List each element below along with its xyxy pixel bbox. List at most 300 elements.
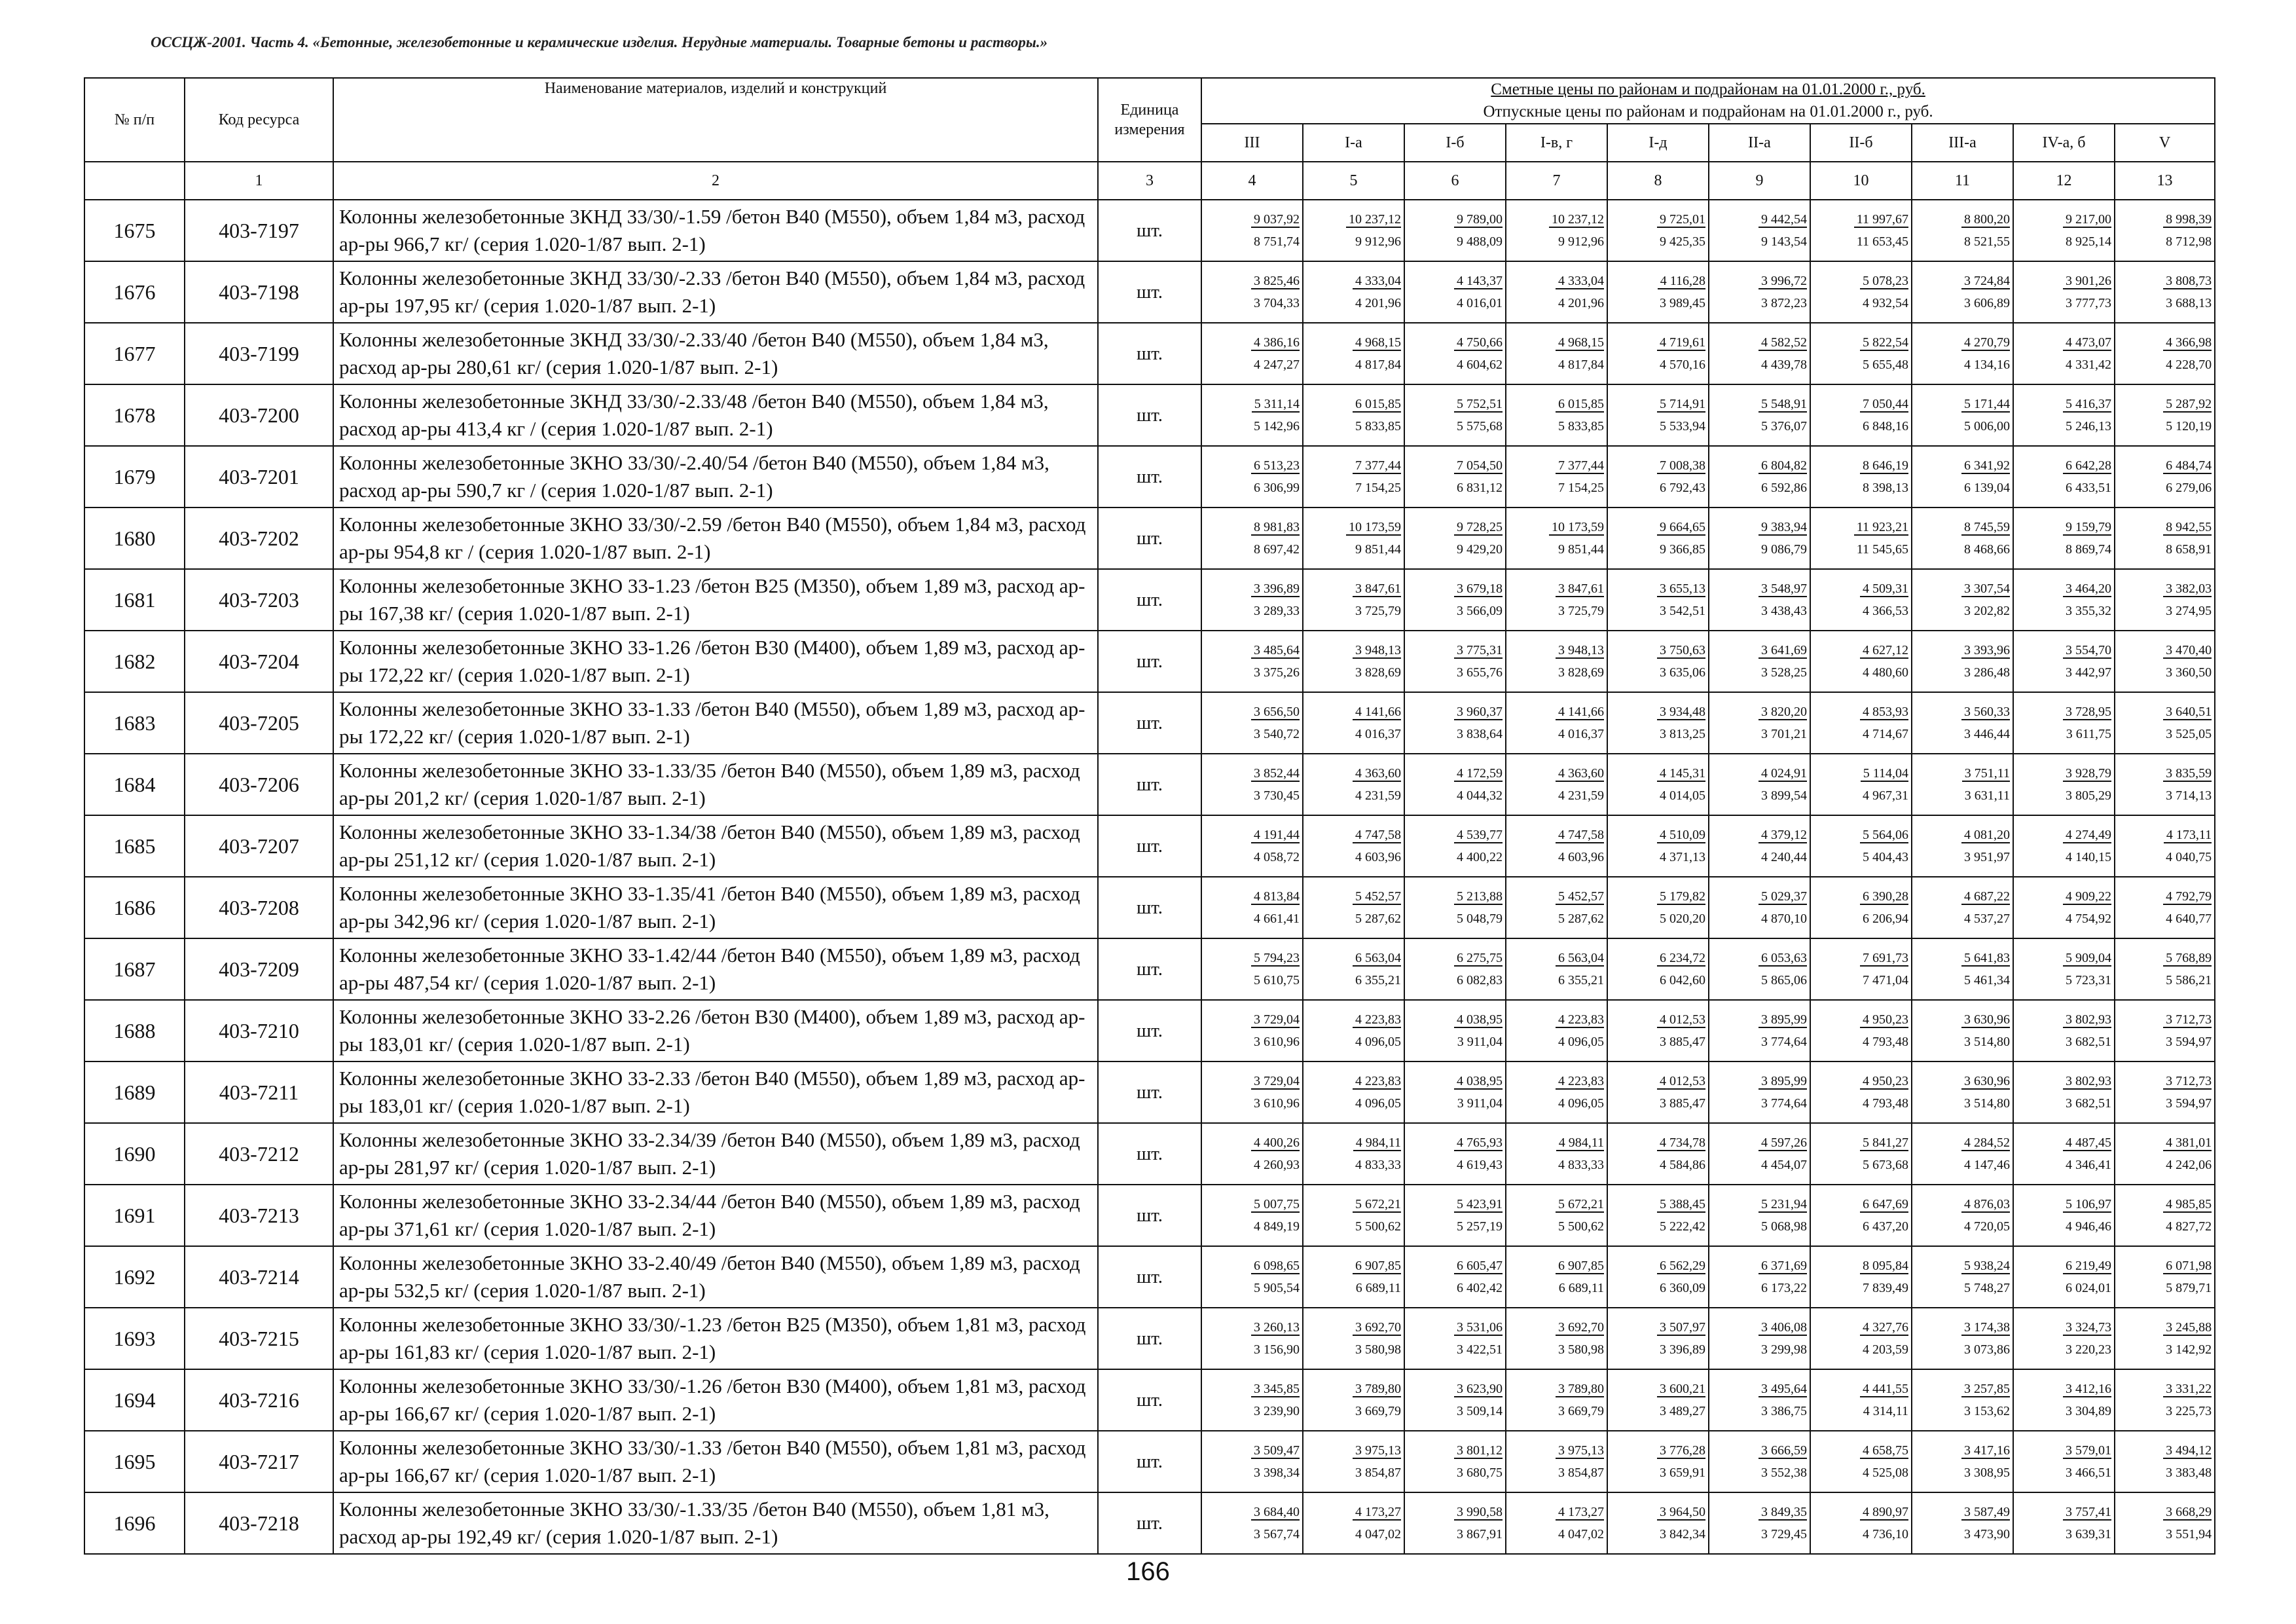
table-row xyxy=(84,261,2215,323)
unit-of-measure: шт. xyxy=(1098,877,1201,938)
estimated-price: 5 768,89 xyxy=(2163,951,2212,967)
estimated-price: 3 245,88 xyxy=(2163,1320,2212,1336)
resource-code: 403-7218 xyxy=(185,1492,333,1554)
price-cell xyxy=(2115,815,2215,877)
price-cell xyxy=(1912,384,2013,446)
price-cell xyxy=(1709,569,1810,631)
price-cell xyxy=(2115,569,2215,631)
release-price: 3 375,26 xyxy=(1254,665,1300,680)
release-price: 3 514,80 xyxy=(1964,1035,2010,1049)
release-price: 3 220,23 xyxy=(2066,1342,2111,1357)
release-price: 6 206,94 xyxy=(1863,912,1908,926)
estimated-price: 3 393,96 xyxy=(1961,643,2010,659)
price-cell xyxy=(1810,446,1912,507)
estimated-price: 3 757,41 xyxy=(2063,1505,2111,1521)
release-price: 8 468,66 xyxy=(1964,542,2010,557)
estimated-price: 3 835,59 xyxy=(2163,766,2212,782)
release-price: 3 398,34 xyxy=(1254,1466,1300,1480)
unit-of-measure: шт. xyxy=(1098,1246,1201,1308)
price-cell xyxy=(2013,1061,2115,1123)
price-cell xyxy=(1303,815,1404,877)
price-cell xyxy=(2115,507,2215,569)
estimated-price: 9 037,92 xyxy=(1251,212,1300,228)
estimated-price: 5 213,88 xyxy=(1454,889,1503,905)
estimated-price: 3 494,12 xyxy=(2163,1443,2212,1459)
estimated-price: 6 642,28 xyxy=(2063,458,2111,474)
estimated-price: 5 179,82 xyxy=(1657,889,1705,905)
estimated-price: 10 173,59 xyxy=(1549,520,1604,536)
price-cell xyxy=(2115,1246,2215,1308)
release-price: 3 610,96 xyxy=(1254,1035,1300,1049)
table-row xyxy=(84,1492,2215,1554)
estimated-price: 5 938,24 xyxy=(1961,1259,2010,1274)
price-cell xyxy=(1912,877,2013,938)
release-price: 4 640,77 xyxy=(2166,912,2212,926)
table-row xyxy=(84,323,2215,384)
resource-code: 403-7199 xyxy=(185,323,333,384)
table-row xyxy=(84,1061,2215,1123)
price-cell xyxy=(1709,692,1810,754)
price-cell xyxy=(1303,754,1404,815)
estimated-price: 4 038,95 xyxy=(1454,1074,1503,1090)
price-cell xyxy=(1912,1000,2013,1061)
item-name: Колонны железобетонные 3КНО 33-2.33 /бетон В40 (М550), объем 1,89 м3, расход ар-ры 183,01 кг/ (серия 1.020-1/87 вып. 2-1) xyxy=(333,1061,1098,1123)
item-name: Колонны железобетонные 3КНО 33-1.34/38 /бетон В40 (М550), объем 1,89 м3, расход ар-ры 251,12 кг/ (серия 1.020-1/87 вып. 2-1) xyxy=(333,815,1098,877)
release-price: 4 016,37 xyxy=(1355,727,1401,741)
estimated-price: 6 015,85 xyxy=(1556,397,1604,413)
estimated-price: 3 802,93 xyxy=(2063,1012,2111,1028)
estimated-price: 6 275,75 xyxy=(1454,951,1503,967)
release-price: 9 912,96 xyxy=(1558,234,1604,249)
price-cell xyxy=(1303,938,1404,1000)
estimated-price: 7 377,44 xyxy=(1556,458,1604,474)
price-cell xyxy=(2115,1308,2215,1369)
price-cell xyxy=(1709,200,1810,261)
price-cell xyxy=(2013,1000,2115,1061)
unit-of-measure: шт. xyxy=(1098,754,1201,815)
release-price: 4 016,01 xyxy=(1457,296,1503,310)
estimated-price: 3 548,97 xyxy=(1758,581,1807,597)
release-price: 5 905,54 xyxy=(1254,1281,1300,1295)
release-price: 4 480,60 xyxy=(1863,665,1908,680)
estimated-price: 5 388,45 xyxy=(1657,1197,1705,1213)
resource-code: 403-7213 xyxy=(185,1185,333,1246)
unit-of-measure: шт. xyxy=(1098,569,1201,631)
release-price: 3 669,79 xyxy=(1558,1404,1604,1418)
price-cell xyxy=(1607,569,1709,631)
unit-of-measure: шт. xyxy=(1098,938,1201,1000)
price-cell xyxy=(1506,1492,1607,1554)
resource-code: 403-7201 xyxy=(185,446,333,507)
price-cell xyxy=(1506,1000,1607,1061)
estimated-price: 3 934,48 xyxy=(1657,705,1705,720)
price-cell xyxy=(1201,631,1303,692)
price-cell xyxy=(1810,200,1912,261)
release-price: 3 355,32 xyxy=(2066,604,2111,618)
item-name: Колонны железобетонные 3КНО 33/30/-1.33 /бетон В40 (М550), объем 1,81 м3, расход ар-ры 166,67 кг/ (серия 1.020-1/87 вып. 2-1) xyxy=(333,1431,1098,1492)
price-cell xyxy=(1303,261,1404,323)
release-price: 6 792,43 xyxy=(1660,481,1705,495)
estimated-price: 6 219,49 xyxy=(2063,1259,2111,1274)
price-cell xyxy=(1404,692,1506,754)
release-price: 4 817,84 xyxy=(1558,358,1604,372)
estimated-price: 4 985,85 xyxy=(2163,1197,2212,1213)
estimated-price: 3 630,96 xyxy=(1961,1012,2010,1028)
release-price: 4 231,59 xyxy=(1355,788,1401,803)
price-cell xyxy=(2013,569,2115,631)
price-cell xyxy=(1912,1369,2013,1431)
row-number: 1688 xyxy=(84,1000,185,1061)
estimated-price: 6 563,04 xyxy=(1556,951,1604,967)
unit-of-measure: шт. xyxy=(1098,1185,1201,1246)
release-price: 5 287,62 xyxy=(1558,912,1604,926)
row-number: 1684 xyxy=(84,754,185,815)
release-price: 4 096,05 xyxy=(1355,1096,1401,1111)
price-cell xyxy=(1912,200,2013,261)
price-cell xyxy=(2013,446,2115,507)
price-cell xyxy=(1404,200,1506,261)
release-price: 5 879,71 xyxy=(2166,1281,2212,1295)
release-price: 3 635,06 xyxy=(1660,665,1705,680)
price-cell xyxy=(1303,877,1404,938)
unit-of-measure: шт. xyxy=(1098,200,1201,261)
release-price: 4 040,75 xyxy=(2166,850,2212,864)
release-price: 9 086,79 xyxy=(1761,542,1807,557)
table-row xyxy=(84,1246,2215,1308)
price-cell xyxy=(1303,569,1404,631)
release-price: 3 422,51 xyxy=(1457,1342,1503,1357)
price-cell xyxy=(2013,1185,2115,1246)
release-price: 11 653,45 xyxy=(1856,234,1908,249)
price-cell xyxy=(1506,1061,1607,1123)
estimated-price: 9 789,00 xyxy=(1454,212,1503,228)
release-price: 4 537,27 xyxy=(1964,912,2010,926)
estimated-price: 3 964,50 xyxy=(1657,1505,1705,1521)
price-cell xyxy=(1810,877,1912,938)
estimated-price: 4 284,52 xyxy=(1961,1135,2010,1151)
release-price: 6 024,01 xyxy=(2066,1281,2111,1295)
row-number: 1696 xyxy=(84,1492,185,1554)
release-price: 5 655,48 xyxy=(1863,358,1908,372)
price-cell xyxy=(2115,384,2215,446)
header-price-group xyxy=(1201,78,2215,124)
price-cell xyxy=(1303,1431,1404,1492)
table-row xyxy=(84,692,2215,754)
estimated-price: 3 666,59 xyxy=(1758,1443,1807,1459)
release-price: 3 828,69 xyxy=(1558,665,1604,680)
price-cell xyxy=(1912,1123,2013,1185)
row-number: 1679 xyxy=(84,446,185,507)
price-cell xyxy=(1506,754,1607,815)
release-price: 9 488,09 xyxy=(1457,234,1503,249)
price-cell xyxy=(1506,631,1607,692)
estimated-price: 4 950,23 xyxy=(1860,1012,1908,1028)
release-price: 4 833,33 xyxy=(1355,1158,1401,1172)
unit-of-measure: шт. xyxy=(1098,692,1201,754)
release-price: 3 360,50 xyxy=(2166,665,2212,680)
release-price: 3 842,34 xyxy=(1660,1527,1705,1541)
estimated-price: 3 396,89 xyxy=(1251,581,1300,597)
column-number: 1 xyxy=(185,162,333,200)
estimated-price: 4 909,22 xyxy=(2063,889,2111,905)
estimated-price: 6 563,04 xyxy=(1353,951,1401,967)
release-price: 3 682,51 xyxy=(2066,1035,2111,1049)
release-price: 3 239,90 xyxy=(1254,1404,1300,1418)
release-price: 4 016,37 xyxy=(1558,727,1604,741)
price-cell xyxy=(1303,1308,1404,1369)
price-cell xyxy=(1709,1185,1810,1246)
estimated-price: 4 747,58 xyxy=(1353,828,1401,843)
row-number: 1680 xyxy=(84,507,185,569)
estimated-price: 3 789,80 xyxy=(1556,1382,1604,1397)
price-cell xyxy=(1810,1246,1912,1308)
price-cell xyxy=(1404,938,1506,1000)
price-cell xyxy=(1709,1492,1810,1554)
resource-code: 403-7205 xyxy=(185,692,333,754)
price-cell xyxy=(1404,1000,1506,1061)
price-cell xyxy=(2013,938,2115,1000)
release-price: 3 489,27 xyxy=(1660,1404,1705,1418)
price-cell xyxy=(1506,815,1607,877)
release-price: 5 500,62 xyxy=(1558,1219,1604,1234)
price-cell xyxy=(2115,877,2215,938)
item-name: Колонны железобетонные 3КНО 33-2.26 /бетон В30 (М400), объем 1,89 м3, расход ар-ры 183,01 кг/ (серия 1.020-1/87 вып. 2-1) xyxy=(333,1000,1098,1061)
release-price: 4 736,10 xyxy=(1863,1527,1908,1541)
release-price: 3 073,86 xyxy=(1964,1342,2010,1357)
release-price: 4 014,05 xyxy=(1660,788,1705,803)
release-price: 3 225,73 xyxy=(2166,1404,2212,1418)
release-price: 3 552,38 xyxy=(1761,1466,1807,1480)
table-row xyxy=(84,446,2215,507)
price-cell xyxy=(1506,1246,1607,1308)
unit-of-measure: шт. xyxy=(1098,631,1201,692)
release-price: 4 793,48 xyxy=(1863,1096,1908,1111)
release-price: 3 655,76 xyxy=(1457,665,1503,680)
price-cell xyxy=(1303,1185,1404,1246)
release-price: 3 274,95 xyxy=(2166,604,2212,618)
row-number: 1676 xyxy=(84,261,185,323)
estimated-price: 6 390,28 xyxy=(1860,889,1908,905)
estimated-price: 3 656,50 xyxy=(1251,705,1300,720)
price-cell xyxy=(1607,631,1709,692)
estimated-price: 3 724,84 xyxy=(1961,274,2010,289)
estimated-price: 3 728,95 xyxy=(2063,705,2111,720)
release-price: 4 096,05 xyxy=(1355,1035,1401,1049)
item-name: Колонны железобетонные 3КНО 33-2.34/44 /бетон В40 (М550), объем 1,89 м3, расход ар-ры 371,61 кг/ (серия 1.020-1/87 вып. 2-1) xyxy=(333,1185,1098,1246)
resource-code: 403-7208 xyxy=(185,877,333,938)
release-price: 3 386,75 xyxy=(1761,1404,1807,1418)
estimated-price: 5 452,57 xyxy=(1353,889,1401,905)
price-cell xyxy=(1709,1431,1810,1492)
estimated-price: 6 907,85 xyxy=(1353,1259,1401,1274)
price-cell xyxy=(1607,507,1709,569)
estimated-price: 4 081,20 xyxy=(1961,828,2010,843)
release-price: 3 989,45 xyxy=(1660,296,1705,310)
release-price: 4 525,08 xyxy=(1863,1466,1908,1480)
price-cell xyxy=(1709,1369,1810,1431)
price-cell xyxy=(1709,815,1810,877)
price-cell xyxy=(1810,1431,1912,1492)
resource-code: 403-7203 xyxy=(185,569,333,631)
resource-code: 403-7215 xyxy=(185,1308,333,1369)
release-price: 4 661,41 xyxy=(1254,912,1300,926)
release-price: 3 567,74 xyxy=(1254,1527,1300,1541)
price-cell xyxy=(1810,323,1912,384)
price-cell xyxy=(1607,938,1709,1000)
price-cell xyxy=(1506,200,1607,261)
estimated-price: 4 890,97 xyxy=(1860,1505,1908,1521)
price-cell xyxy=(1912,507,2013,569)
column-number-blank xyxy=(84,162,185,200)
price-cell xyxy=(1709,631,1810,692)
estimated-price: 3 849,35 xyxy=(1758,1505,1807,1521)
header-region: I-б xyxy=(1404,124,1506,162)
row-number: 1694 xyxy=(84,1369,185,1431)
release-price: 4 946,46 xyxy=(2066,1219,2111,1234)
price-cell xyxy=(1201,1308,1303,1369)
column-number: 10 xyxy=(1810,162,1912,200)
row-number: 1685 xyxy=(84,815,185,877)
estimated-price: 5 641,83 xyxy=(1961,951,2010,967)
release-price: 3 610,96 xyxy=(1254,1096,1300,1111)
estimated-price: 5 672,21 xyxy=(1556,1197,1604,1213)
table-row xyxy=(84,1000,2215,1061)
release-price: 4 134,16 xyxy=(1964,358,2010,372)
price-cell xyxy=(1506,446,1607,507)
price-cell xyxy=(2115,1000,2215,1061)
price-cell xyxy=(1201,1000,1303,1061)
price-cell xyxy=(1404,261,1506,323)
release-price: 5 575,68 xyxy=(1457,419,1503,434)
release-price: 4 346,41 xyxy=(2066,1158,2111,1172)
price-cell xyxy=(1709,1308,1810,1369)
release-price: 4 240,44 xyxy=(1761,850,1807,864)
price-cell xyxy=(1810,1000,1912,1061)
header-region: I-в, г xyxy=(1506,124,1607,162)
price-cell xyxy=(1404,877,1506,938)
estimated-price: 4 509,31 xyxy=(1860,581,1908,597)
release-price: 5 833,85 xyxy=(1355,419,1401,434)
release-price: 3 725,79 xyxy=(1558,604,1604,618)
table-row xyxy=(84,1123,2215,1185)
estimated-price: 8 942,55 xyxy=(2163,520,2212,536)
estimated-price: 4 853,93 xyxy=(1860,705,1908,720)
estimated-price: 3 960,37 xyxy=(1454,705,1503,720)
page-number: 166 xyxy=(1126,1557,1170,1586)
release-price: 3 473,90 xyxy=(1964,1527,2010,1541)
estimated-price: 3 692,70 xyxy=(1556,1320,1604,1336)
estimated-price: 6 015,85 xyxy=(1353,397,1401,413)
price-cell xyxy=(1810,754,1912,815)
release-price: 6 592,86 xyxy=(1761,481,1807,495)
unit-of-measure: шт. xyxy=(1098,261,1201,323)
estimated-price: 10 173,59 xyxy=(1346,520,1401,536)
table-row xyxy=(84,569,2215,631)
estimated-price: 4 750,66 xyxy=(1454,335,1503,351)
release-price: 4 932,54 xyxy=(1863,296,1908,310)
estimated-price: 5 672,21 xyxy=(1353,1197,1401,1213)
release-price: 4 584,86 xyxy=(1660,1158,1705,1172)
price-cell xyxy=(1810,261,1912,323)
price-cell xyxy=(1810,938,1912,1000)
resource-code: 403-7212 xyxy=(185,1123,333,1185)
price-cell xyxy=(1201,1369,1303,1431)
release-price: 4 096,05 xyxy=(1558,1035,1604,1049)
estimated-price: 3 630,96 xyxy=(1961,1074,2010,1090)
resource-code: 403-7210 xyxy=(185,1000,333,1061)
row-number: 1690 xyxy=(84,1123,185,1185)
estimated-price: 3 751,11 xyxy=(1962,766,2010,782)
resource-code: 403-7211 xyxy=(185,1061,333,1123)
price-cell xyxy=(1709,1061,1810,1123)
release-price: 6 355,21 xyxy=(1355,973,1401,987)
estimated-price: 3 382,03 xyxy=(2163,581,2212,597)
estimated-price: 3 712,73 xyxy=(2163,1012,2212,1028)
estimated-price: 5 287,92 xyxy=(2163,397,2212,413)
price-cell xyxy=(1912,938,2013,1000)
release-price: 4 201,96 xyxy=(1558,296,1604,310)
release-price: 3 566,09 xyxy=(1457,604,1503,618)
price-cell xyxy=(2013,1492,2115,1554)
price-cell xyxy=(1810,692,1912,754)
column-number: 7 xyxy=(1506,162,1607,200)
estimated-price: 3 412,16 xyxy=(2063,1382,2111,1397)
estimated-price: 3 729,04 xyxy=(1251,1074,1300,1090)
price-cell xyxy=(1810,569,1912,631)
column-number: 13 xyxy=(2115,162,2215,200)
item-name: Колонны железобетонные 3КНО 33-2.34/39 /бетон В40 (М550), объем 1,89 м3, расход ар-ры 281,97 кг/ (серия 1.020-1/87 вып. 2-1) xyxy=(333,1123,1098,1185)
estimated-price: 9 725,01 xyxy=(1657,212,1705,228)
estimated-price: 6 234,72 xyxy=(1657,951,1705,967)
release-price: 3 153,62 xyxy=(1964,1404,2010,1418)
resource-code: 403-7214 xyxy=(185,1246,333,1308)
release-price: 7 154,25 xyxy=(1558,481,1604,495)
estimated-price: 3 655,13 xyxy=(1657,581,1705,597)
release-price: 4 047,02 xyxy=(1355,1527,1401,1541)
table-row xyxy=(84,877,2215,938)
estimated-price: 8 998,39 xyxy=(2163,212,2212,228)
price-cell xyxy=(1201,877,1303,938)
release-price: 3 514,80 xyxy=(1964,1096,2010,1111)
resource-code: 403-7216 xyxy=(185,1369,333,1431)
estimated-price: 6 341,92 xyxy=(1961,458,2010,474)
price-cell xyxy=(2115,631,2215,692)
estimated-price: 4 876,03 xyxy=(1961,1197,2010,1213)
estimated-price: 11 997,67 xyxy=(1854,212,1908,228)
price-cell xyxy=(2013,631,2115,692)
estimated-price: 5 548,91 xyxy=(1758,397,1807,413)
estimated-price: 6 371,69 xyxy=(1758,1259,1807,1274)
price-cell xyxy=(2013,1246,2115,1308)
estimated-price: 5 106,97 xyxy=(2063,1197,2111,1213)
price-cell xyxy=(2013,261,2115,323)
price-cell xyxy=(1607,261,1709,323)
estimated-price: 5 078,23 xyxy=(1860,274,1908,289)
release-price: 7 839,49 xyxy=(1863,1281,1908,1295)
estimated-price: 4 363,60 xyxy=(1556,766,1604,782)
estimated-price: 4 379,12 xyxy=(1758,828,1807,843)
release-price: 5 142,96 xyxy=(1254,419,1300,434)
estimated-price: 3 495,64 xyxy=(1758,1382,1807,1397)
price-cell xyxy=(1303,1061,1404,1123)
price-cell xyxy=(1912,1061,2013,1123)
release-price: 11 545,65 xyxy=(1856,542,1908,557)
price-cell xyxy=(1912,1308,2013,1369)
release-price: 6 831,12 xyxy=(1457,481,1503,495)
release-price: 8 869,74 xyxy=(2066,542,2111,557)
price-cell xyxy=(1506,323,1607,384)
header-region: I-д xyxy=(1607,124,1709,162)
